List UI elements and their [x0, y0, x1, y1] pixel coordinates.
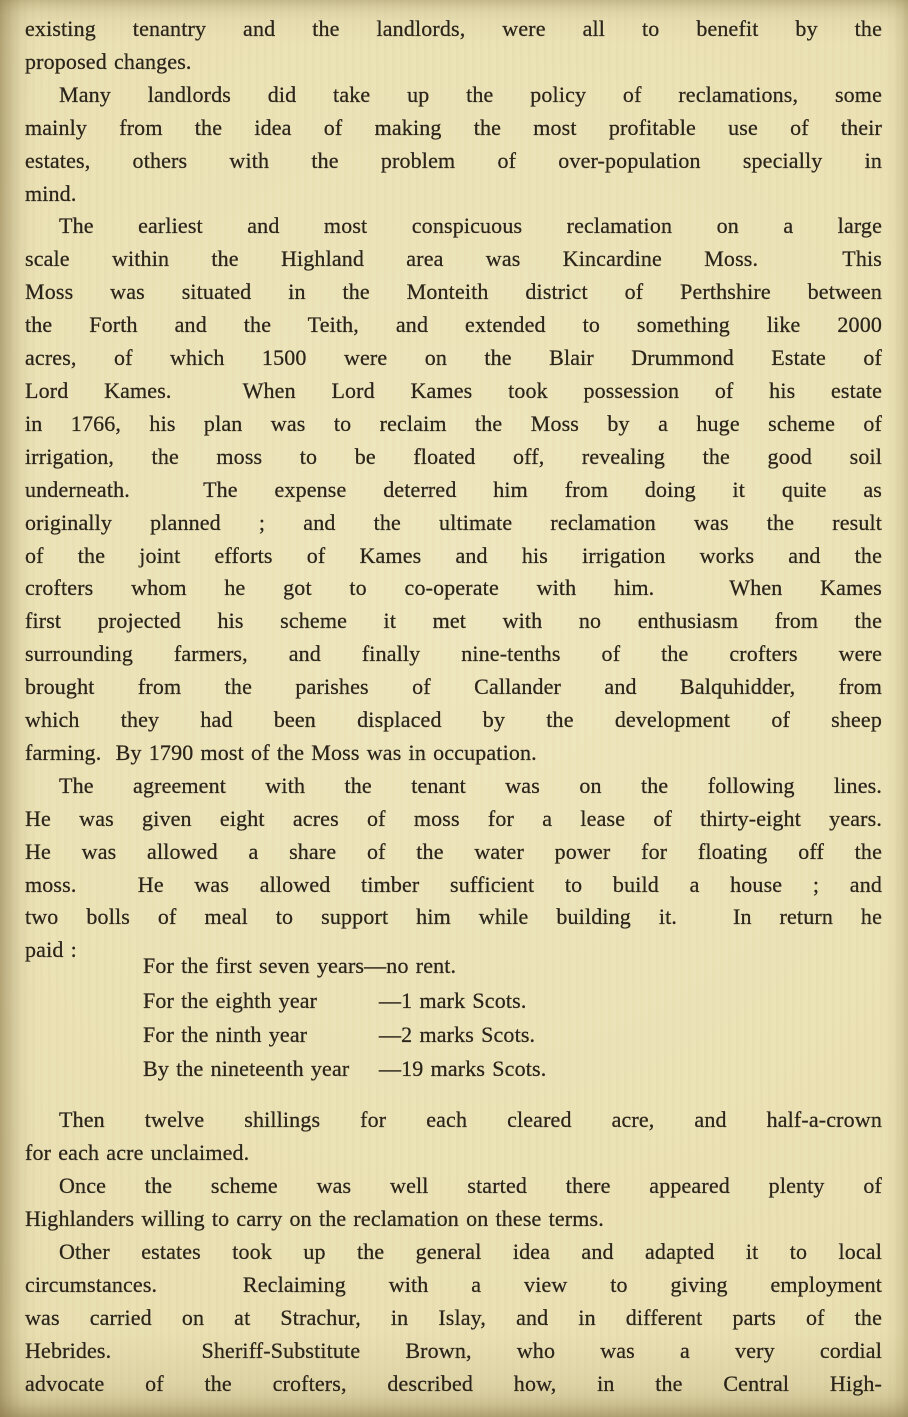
text-line: acres, of which 1500 were on the Blair Drummond Estate of — [25, 345, 882, 371]
text-line: farming. By 1790 most of the Moss was in occupation. — [25, 739, 537, 765]
text-line: The earliest and most conspicuous reclamation on a large — [59, 213, 882, 239]
text-line: Lord Kames. When Lord Kames took possession of his estate — [25, 377, 882, 403]
paragraph — [25, 1170, 882, 1236]
text-line: which they had been displaced by the development of sheep — [25, 707, 882, 733]
text-line: first projected his scheme it met with no enthusiasm from the — [25, 608, 882, 634]
rent-term: For the first seven years — [143, 953, 365, 979]
text-line: originally planned ; and the ultimate reclamation was the result — [25, 509, 882, 535]
text-line: He was given eight acres of moss for a lease of thirty-eight years. — [25, 805, 882, 831]
text-line: Other estates took up the general idea and adapted it to local — [59, 1239, 882, 1265]
text-block-before — [25, 13, 882, 967]
rent-amount: —2 marks Scots. — [379, 1021, 536, 1047]
rent-amount: —1 mark Scots. — [379, 987, 527, 1013]
rent-term: By the nineteenth year — [143, 1056, 350, 1082]
text-line: estates, others with the problem of over-population specially in — [25, 147, 882, 173]
text-line: Hebrides. Sheriff-Substitute Brown, who was a very cordial — [25, 1337, 882, 1363]
text-line: for each acre unclaimed. — [25, 1140, 250, 1166]
rent-amount: —no rent. — [364, 953, 457, 979]
text-line: Many landlords did take up the policy of reclamations, some — [59, 81, 882, 107]
text-line: brought from the parishes of Callander and Balquhidder, from — [25, 674, 882, 700]
text-line: crofters whom he got to co-operate with him. When Kames — [25, 575, 882, 601]
paragraph — [25, 13, 882, 79]
text-line: in 1766, his plan was to reclaim the Moss by a huge scheme of — [25, 410, 882, 436]
text-line: Highlanders willing to carry on the reclamation on these terms. — [25, 1206, 604, 1232]
text-line: Once the scheme was well started there appeared plenty of — [59, 1173, 882, 1199]
paragraph — [25, 770, 882, 967]
text-line: advocate of the crofters, described how, in the Central High- — [25, 1370, 882, 1396]
paragraph — [25, 79, 882, 211]
text-line: proposed changes. — [25, 48, 192, 74]
text-line: underneath. The expense deterred him from doing it quite as — [25, 476, 882, 502]
text-line: moss. He was allowed timber sufficient to build a house ; and — [25, 871, 882, 897]
text-line: paid : — [25, 937, 77, 963]
rent-term: For the eighth year — [143, 987, 318, 1013]
rent-row — [143, 949, 882, 983]
rent-schedule — [143, 949, 882, 1086]
paragraph — [25, 1236, 882, 1401]
text-line: Moss was situated in the Monteith district of Perthshire between — [25, 279, 882, 305]
rent-row — [143, 1052, 882, 1086]
text-line: He was allowed a share of the water power for floating off the — [25, 838, 882, 864]
text-line: two bolls of meal to support him while building it. In return he — [25, 904, 882, 930]
text-line: scale within the Highland area was Kincardine Moss. This — [25, 246, 882, 272]
text-line: The agreement with the tenant was on the following lines. — [59, 772, 882, 798]
text-line: the Forth and the Teith, and extended to something like 2000 — [25, 312, 882, 338]
text-line: of the joint efforts of Kames and his irrigation works and the — [25, 542, 882, 568]
rent-row — [143, 1018, 882, 1052]
rent-term: For the ninth year — [143, 1021, 308, 1047]
text-line: circumstances. Reclaiming with a view to giving employment — [25, 1272, 882, 1297]
text-block-after — [25, 1104, 882, 1400]
paragraph — [25, 1104, 882, 1170]
text-line: existing tenantry and the landlords, were all to benefit by the — [25, 16, 882, 41]
text-line: irrigation, the moss to be floated off, revealing the good soil — [25, 443, 882, 469]
paragraph — [25, 210, 882, 769]
text-line: Then twelve shillings for each cleared acre, and half-a-crown — [59, 1107, 882, 1133]
rent-row — [143, 984, 882, 1018]
text-line: was carried on at Strachur, in Islay, and in different parts of the — [25, 1304, 882, 1330]
text-line: mainly from the idea of making the most profitable use of their — [25, 114, 882, 140]
text-line: surrounding farmers, and finally nine-tenths of the crofters were — [25, 641, 882, 667]
rent-amount: —19 marks Scots. — [379, 1056, 547, 1082]
text-line: mind. — [25, 180, 77, 206]
